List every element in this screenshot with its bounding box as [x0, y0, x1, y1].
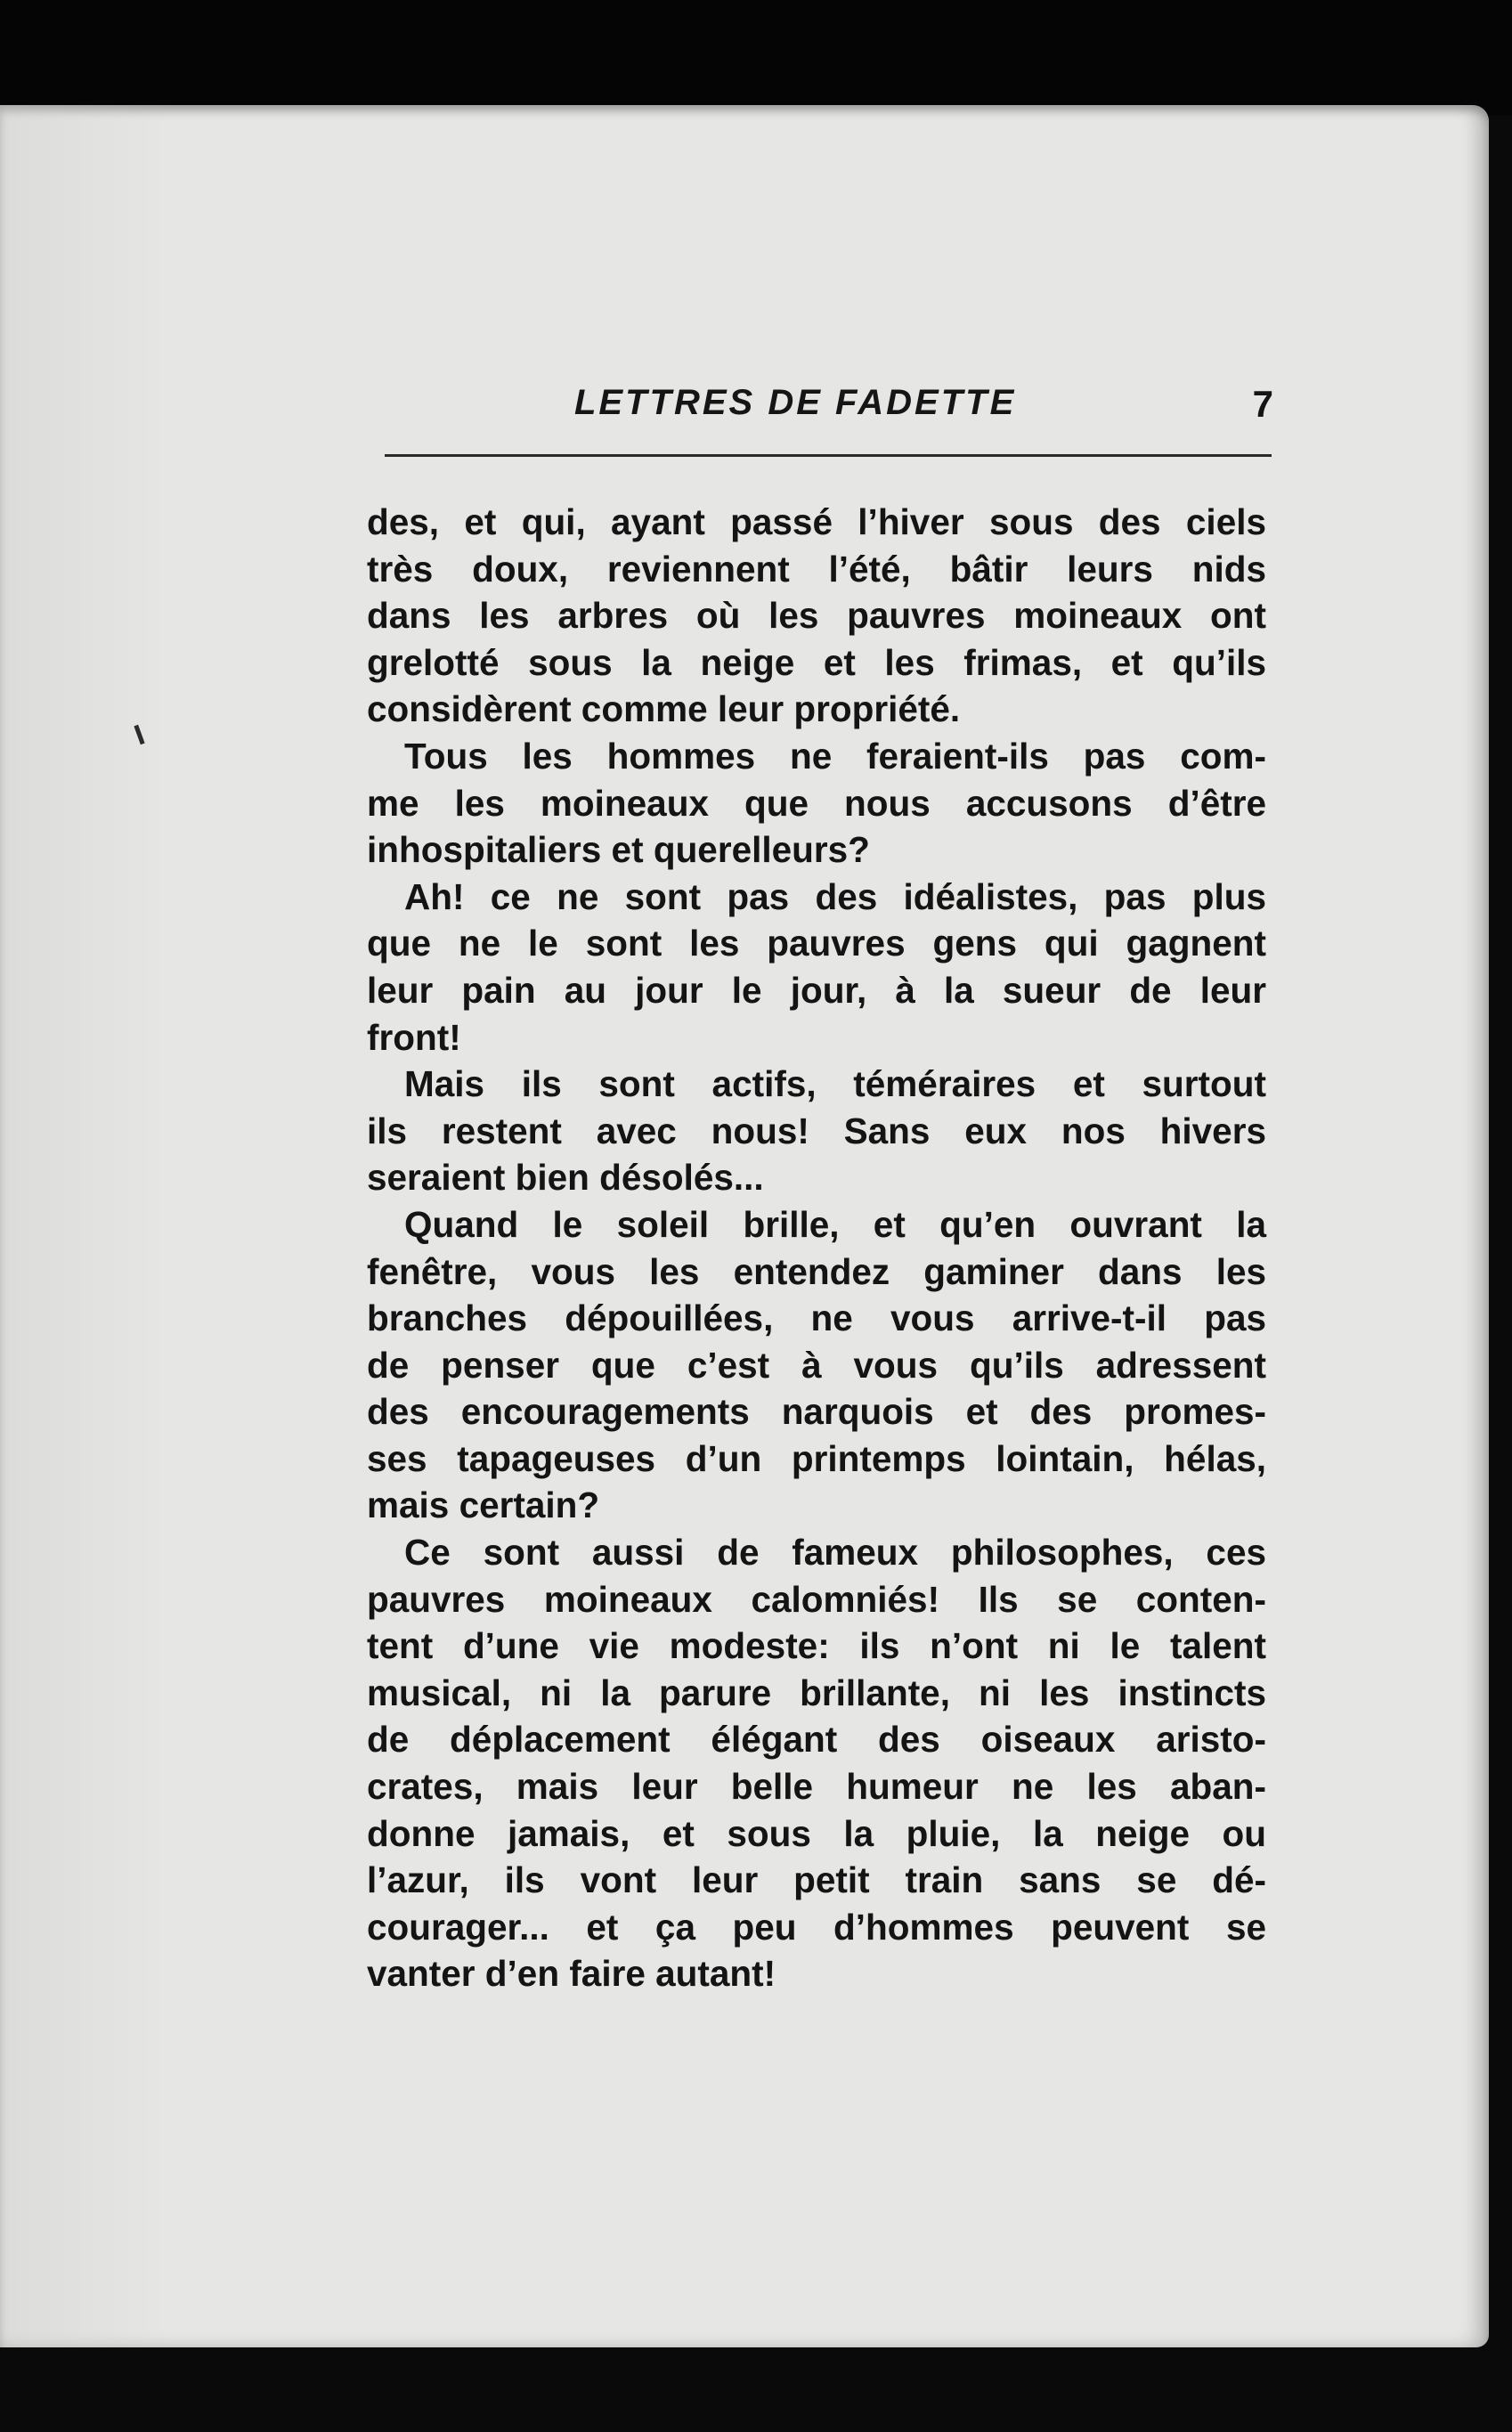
text-line: considèrent comme leur propriété.	[367, 688, 961, 730]
text-line: mais certain?	[367, 1484, 600, 1526]
text-line: fenêtre, vous les entendez gaminer dans les	[367, 1250, 1266, 1292]
text-line: inhospitaliers et querelleurs?	[367, 829, 870, 871]
text-line: que ne le sont les pauvres gens qui gagnent	[367, 923, 1266, 964]
text-line: Ce sont aussi de fameux philosophes, ces	[404, 1532, 1266, 1574]
page-number: 7	[1252, 383, 1273, 425]
text-line: seraient bien désolés...	[367, 1157, 764, 1199]
text-line: de déplacement élégant des oiseaux aristo-	[367, 1719, 1266, 1761]
text-line: des encouragements narquois et des promes-	[367, 1391, 1266, 1433]
text-line: tent d’une vie modeste: ils n’ont ni le talent	[367, 1625, 1266, 1667]
page-gutter	[0, 105, 169, 2347]
text-line: donne jamais, et sous la pluie, la neige ou	[367, 1812, 1266, 1854]
text-line: Quand le soleil brille, et qu’en ouvrant la	[404, 1203, 1266, 1245]
text-line: de penser que c’est à vous qu’ils adressent	[367, 1344, 1266, 1386]
text-line: vanter d’en faire autant!	[367, 1953, 776, 1995]
text-line: grelotté sous la neige et les frimas, et qu’ils	[367, 641, 1266, 683]
text-line: ils restent avec nous! Sans eux nos hivers	[367, 1110, 1266, 1151]
text-line: me les moineaux que nous accusons d’être	[367, 782, 1266, 824]
text-line: branches dépouillées, ne vous arrive-t-il pas	[367, 1297, 1266, 1339]
text-line: ses tapageuses d’un printemps lointain, hélas,	[367, 1437, 1266, 1479]
page-header	[383, 383, 1273, 445]
text-line: très doux, reviennent l’été, bâtir leurs nids	[367, 548, 1266, 590]
text-line: Ah! ce ne sont pas des idéalistes, pas plus	[404, 875, 1266, 917]
text-line: pauvres moineaux calomniés! Ils se conten-	[367, 1578, 1266, 1620]
text-line: courager... et ça peu d’hommes peuvent se	[367, 1906, 1266, 1948]
text-line: Mais ils sont actifs, téméraires et surtout	[404, 1063, 1266, 1105]
scan-background	[0, 0, 1512, 116]
running-title: LETTRES DE FADETTE	[574, 383, 1017, 422]
text-line: des, et qui, ayant passé l’hiver sous des ciels	[367, 501, 1266, 542]
text-line: dans les arbres où les pauvres moineaux ont	[367, 595, 1266, 637]
header-rule	[385, 454, 1272, 457]
text-line: front!	[367, 1016, 461, 1058]
text-line: l’azur, ils vont leur petit train sans se dé-	[367, 1859, 1266, 1901]
text-line: crates, mais leur belle humeur ne les aban-	[367, 1766, 1266, 1808]
text-line: leur pain au jour le jour, à la sueur de leur	[367, 969, 1266, 1011]
body-text	[367, 499, 1266, 1997]
text-line: musical, ni la parure brillante, ni les instincts	[367, 1671, 1266, 1713]
text-line: Tous les hommes ne feraient-ils pas com-	[404, 735, 1266, 777]
